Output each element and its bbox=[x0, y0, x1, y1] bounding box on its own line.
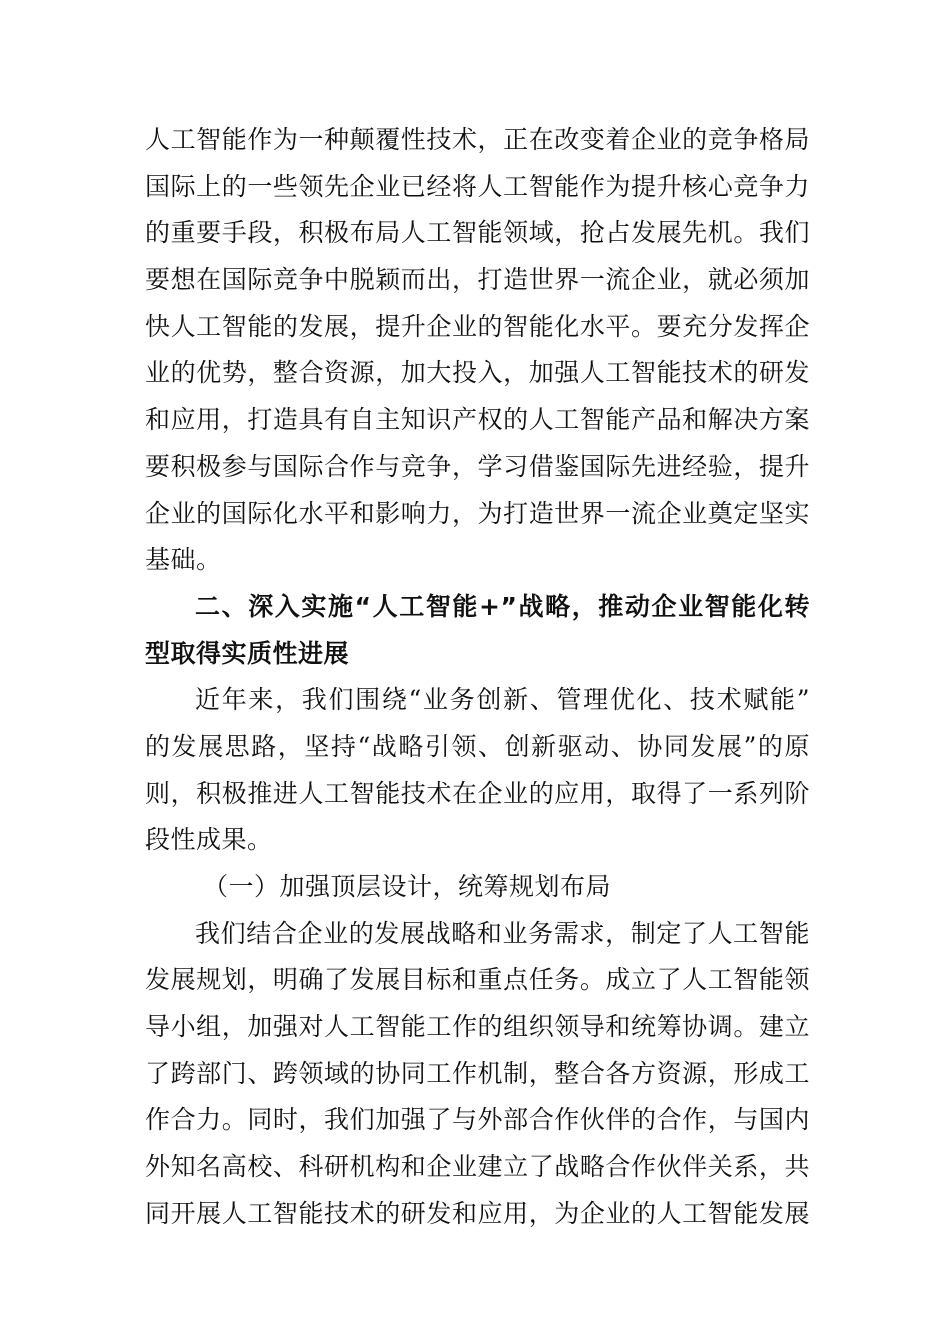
text-line: 的发展思路，坚持“战略引领、创新驱动、协同发展”的原 bbox=[145, 731, 810, 761]
text-line: 则，积极推进人工智能技术在企业的应用，取得了一系列阶 bbox=[145, 778, 810, 808]
document-page bbox=[145, 117, 810, 1238]
text-line: 了跨部门、跨领域的协同工作机制，整合各方资源，形成工 bbox=[145, 1058, 810, 1088]
heading-line: 型取得实质性进展 bbox=[145, 638, 350, 668]
text-line: 我们结合企业的发展战略和业务需求，制定了人工智能 bbox=[195, 918, 810, 948]
text-line: 和应用，打造具有自主知识产权的人工智能产品和解决方案 bbox=[145, 405, 810, 435]
heading-line: 二、深入实施“人工智能+”战略，推动企业智能化转 bbox=[195, 591, 810, 621]
text-line: 近年来，我们围绕“业务创新、管理优化、技术赋能” bbox=[195, 685, 810, 715]
text-line: 国际上的一些领先企业已经将人工智能作为提升核心竞争力 bbox=[145, 171, 810, 201]
text-line: 同开展人工智能技术的研发和应用，为企业的人工智能发展 bbox=[145, 1198, 810, 1228]
section-heading-3 bbox=[145, 864, 810, 911]
text-line: 快人工智能的发展，提升企业的智能化水平。要充分发挥企 bbox=[145, 311, 810, 341]
paragraph-top-level-design bbox=[145, 911, 810, 1238]
text-line: 要想在国际竞争中脱颖而出，打造世界一流企业，就必须加 bbox=[145, 265, 810, 295]
text-line: 基础。 bbox=[145, 545, 222, 575]
text-line: 导小组，加强对人工智能工作的组织领导和统筹协调。建立 bbox=[145, 1012, 810, 1042]
paragraph-development-approach bbox=[145, 677, 810, 864]
text-line: 人工智能作为一种颠覆性技术，正在改变着企业的竞争格局 bbox=[145, 125, 810, 154]
paragraph-ai-competition bbox=[145, 117, 810, 584]
text-line: 作合力。同时，我们加强了与外部合作伙伴的合作，与国内 bbox=[145, 1105, 810, 1135]
text-line: 的重要手段，积极布局人工智能领域，抢占发展先机。我们 bbox=[145, 218, 810, 248]
text-line: 业的优势，整合资源，加大投入，加强人工智能技术的研发 bbox=[145, 358, 810, 388]
text-line: 外知名高校、科研机构和企业建立了战略合作伙伴关系，共 bbox=[145, 1152, 810, 1182]
section-heading-2 bbox=[145, 584, 810, 677]
text-line: 段性成果。 bbox=[145, 825, 273, 855]
text-line: 企业的国际化水平和影响力，为打造世界一流企业奠定坚实 bbox=[145, 498, 810, 528]
heading-line: （一）加强顶层设计，统筹规划布局 bbox=[203, 872, 612, 901]
text-line: 要积极参与国际合作与竞争，学习借鉴国际先进经验，提升 bbox=[145, 451, 810, 481]
text-line: 发展规划，明确了发展目标和重点任务。成立了人工智能领 bbox=[145, 965, 810, 995]
